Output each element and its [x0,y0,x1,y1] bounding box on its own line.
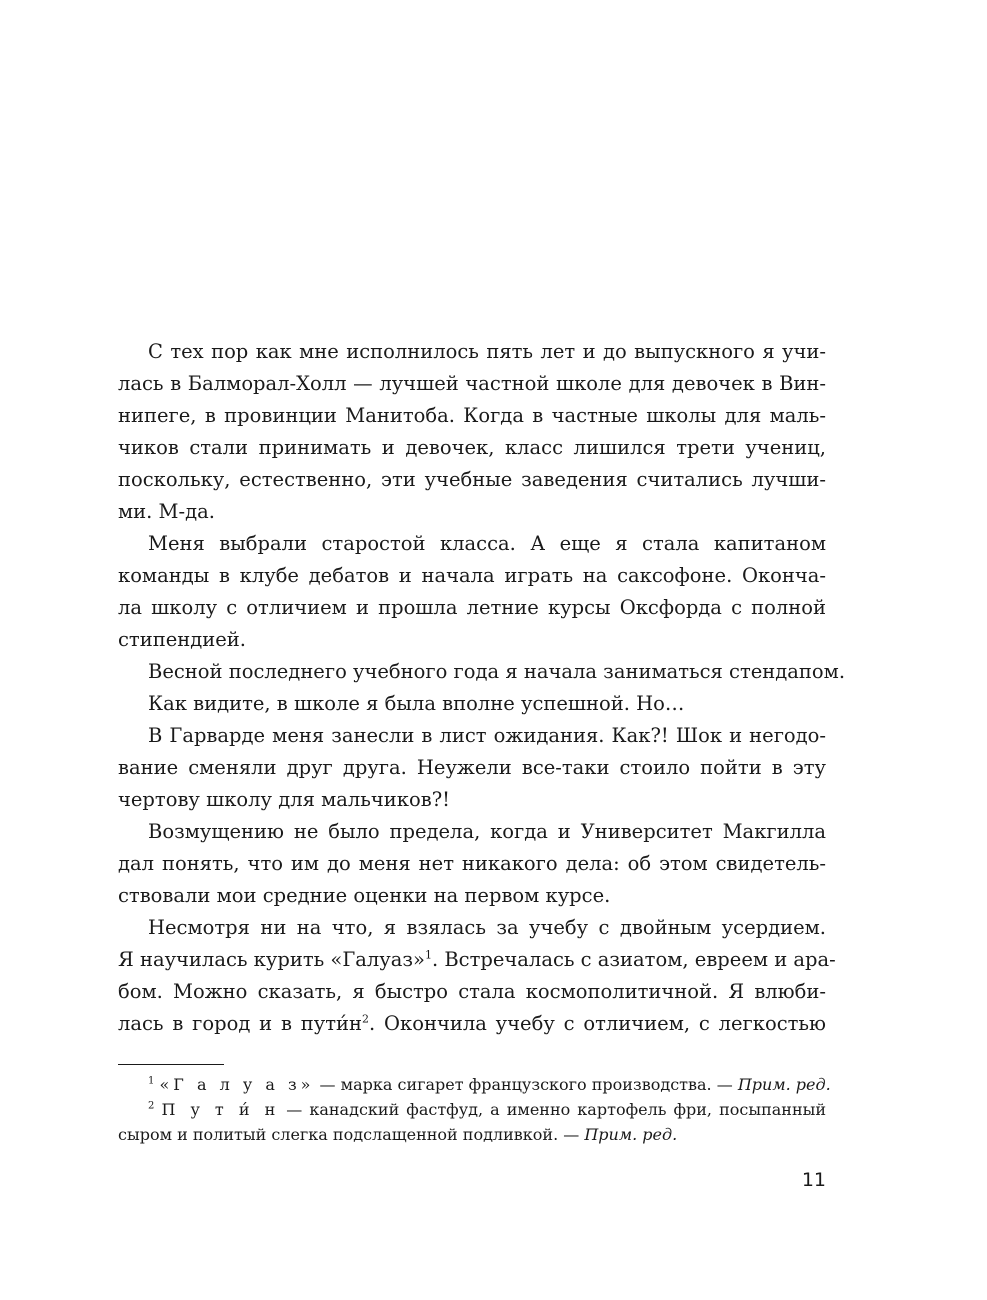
footnote-ref[interactable]: 2 [362,1012,370,1026]
editor-note: Прим. ред. [737,1075,831,1094]
text-line: Как видите, в школе я была вполне успешной. Но… [148,692,685,715]
text-line: Весной последнего учебного года я начала заниматься стендапом. [148,660,846,683]
text-line: Возмущению не было предела, когда и Университет Макгилла [148,820,826,843]
text-line: чертову школу для мальчиков?! [118,788,450,811]
text-line: лась в Балморал-Холл — лучшей частной школе для девочек в Вин- [118,372,826,395]
text-line [118,944,836,976]
text-line: Меня выбрали старостой класса. А еще я стала капитаном [148,532,826,555]
text-line: бом. Можно сказать, я быстро стала космополитичной. Я влюби- [118,980,826,1003]
footnote-term: П у т и́ н [161,1100,280,1119]
text-segment: . Окончила учебу с отличием, с легкостью [369,1012,826,1035]
main-text [118,336,846,1040]
text-segment: . Встречалась с азиатом, евреем и ара- [431,948,836,971]
footnote-ref[interactable]: 1 [424,948,432,962]
text-line: дал понять, что им до меня нет никакого дела: об этом свидетель- [118,852,826,875]
footnote-2-continued [118,1122,826,1147]
text-line [118,1008,826,1040]
footnotes [118,1072,831,1147]
text-line: команды в клубе дебатов и начала играть на саксофоне. Оконча- [118,564,826,587]
text-line: вание сменяли друг друга. Неужели все-таки стоило пойти в эту [118,756,826,779]
footnote-text: — марка сигарет французского производства. — [314,1075,738,1094]
text-segment: лась в город и в пути́н [118,1012,363,1035]
footnote-marker: 2 [148,1100,155,1112]
page-number: 11 [801,1169,826,1191]
text-line: нипеге, в провинции Манитоба. Когда в частные школы для маль- [118,404,826,427]
text-line: Несмотря ни на что, я взялась за учебу с двойным усердием. [148,916,826,939]
footnote-1 [118,1072,831,1097]
footnote-marker: 1 [148,1075,155,1087]
text-line: поскольку, естественно, эти учебные заведения считались лучши- [118,468,826,491]
text-line: стипендией. [118,628,246,651]
text-segment: Я научилась курить «Галуаз» [118,948,425,971]
text-line: С тех пор как мне исполнилось пять лет и до выпускного я учи- [148,340,826,363]
footnote-text: сыром и политый слегка подслащенной подливкой. — [118,1125,585,1144]
text-line: чиков стали принимать и девочек, класс лишился трети учениц, [118,436,826,459]
text-line: ми. М-да. [118,500,215,523]
text-line: В Гарварде меня занесли в лист ожидания. Как?! Шок и негодо- [148,724,826,747]
footnote-2 [118,1097,826,1122]
text-line: ствовали мои средние оценки на первом курсе. [118,884,611,907]
footnote-term: «Г а л у а з» [159,1075,315,1094]
editor-note: Прим. ред. [584,1125,678,1144]
text-line: ла школу с отличием и прошла летние курсы Оксфорда с полной [118,596,826,619]
footnote-divider [118,1064,224,1065]
footnote-text: — канадский фастфуд, а именно картофель фри, посыпанный [279,1100,827,1119]
